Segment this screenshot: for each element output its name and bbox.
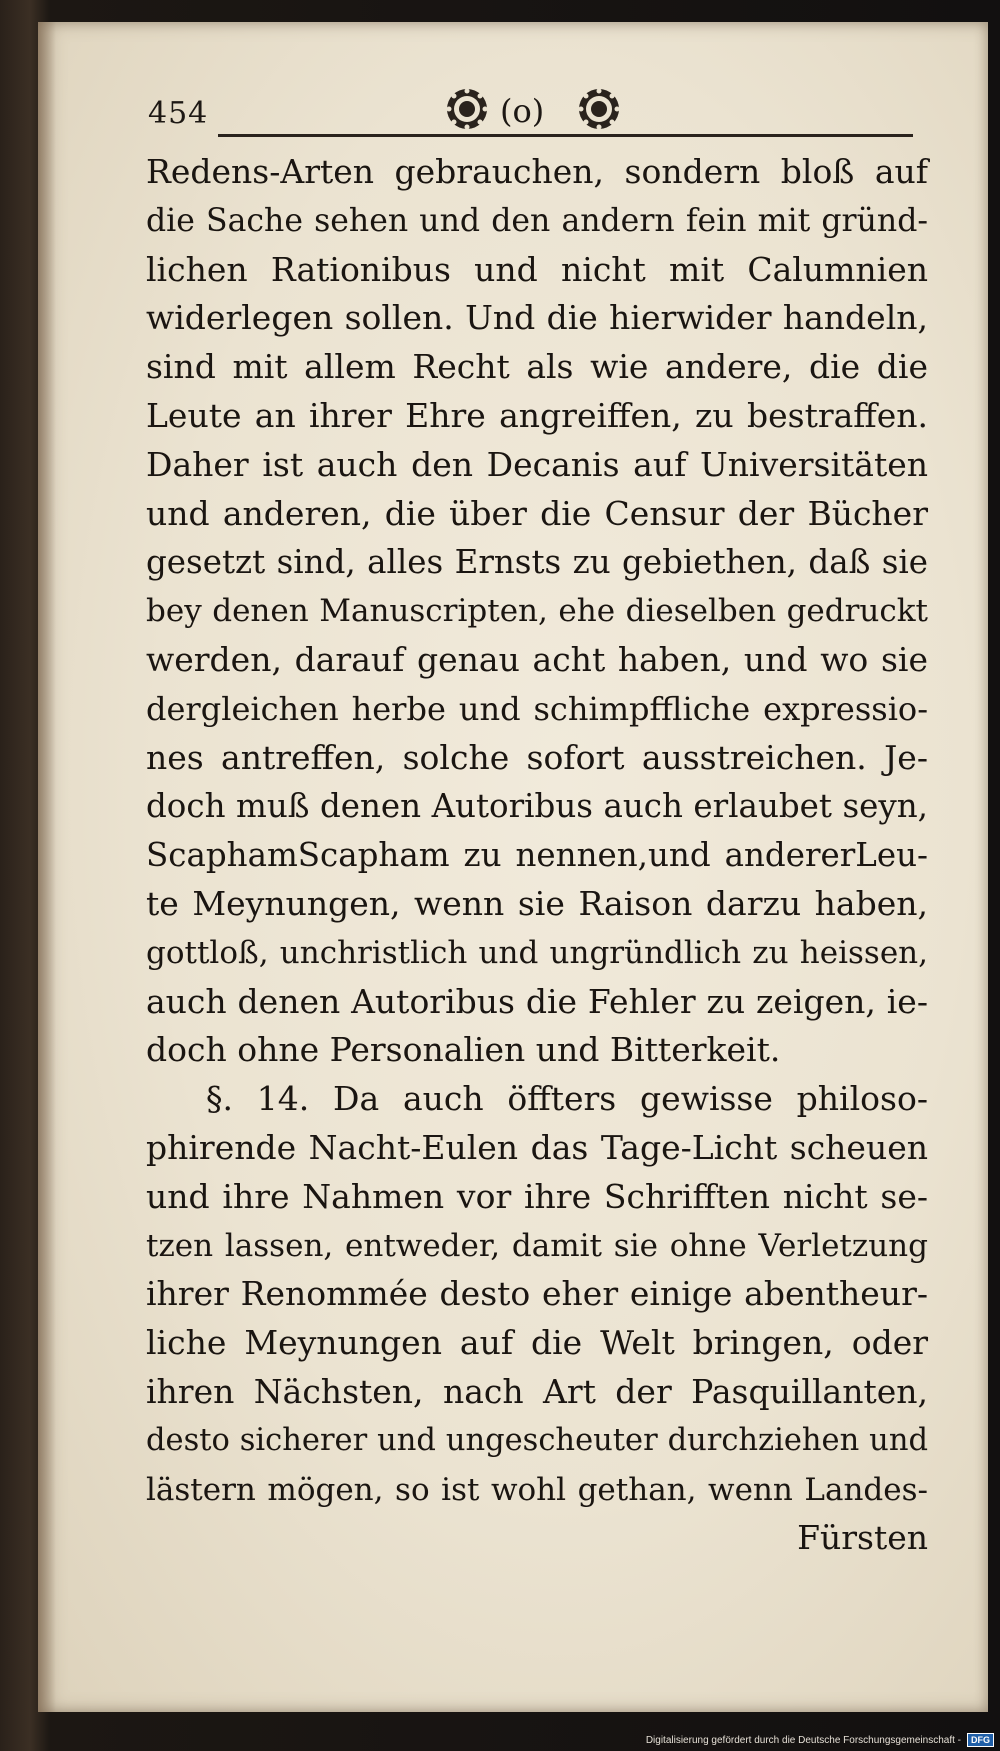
header-rule: [218, 134, 913, 137]
text-line: werden, darauf genau acht haben, und wo sie: [146, 639, 928, 679]
text-line: doch muß denen Autoribus auch erlaubet seyn,: [146, 787, 928, 826]
text-line: bey denen Manuscripten, ehe dieselben gedruckt: [146, 593, 928, 630]
text-line: phirende Nacht-Eulen das Tage-Licht scheuen: [146, 1127, 928, 1167]
text-line: gottloß, unchristlich und ungründlich zu heissen,: [146, 934, 928, 971]
text-line: liche Meynungen auf die Welt bringen, oder: [146, 1323, 928, 1363]
page-gutter-shadow: [38, 22, 56, 1712]
text-line: ScaphamScapham zu nennen,und andererLeu-: [146, 836, 928, 875]
text-line: und ihre Nahmen vor ihre Schrifften nicht se-: [146, 1176, 928, 1216]
signature-mark: (o): [500, 92, 545, 130]
digitization-footer: [646, 1733, 994, 1747]
text-line: und anderen, die über die Censur der Bücher: [146, 493, 928, 533]
text-line: ihrer Renommée desto eher einige abentheur-: [146, 1274, 928, 1314]
text-line: tzen lassen, entweder, damit sie ohne Verletzung: [146, 1227, 928, 1264]
dfg-logo: DFG: [967, 1733, 994, 1747]
text-line: die Sache sehen und den andern fein mit gründ-: [146, 202, 928, 239]
text-line: auch denen Autoribus die Fehler zu zeigen, ie-: [146, 981, 928, 1021]
text-line: widerlegen sollen. Und die hierwider handeln,: [146, 298, 928, 338]
catchword: Fürsten: [797, 1518, 928, 1558]
text-line: Leute an ihrer Ehre angreiffen, zu bestraffen.: [146, 395, 928, 435]
page-header: [148, 78, 918, 140]
text-line: Redens-Arten gebrauchen, sondern bloß auf: [146, 152, 928, 191]
text-line: lästern mögen, so ist wohl gethan, wenn Landes-: [146, 1471, 928, 1508]
text-line: Daher ist auch den Decanis auf Universitäten: [146, 444, 928, 484]
section-heading-line: §. 14. Da auch öffters gewisse philoso-: [206, 1079, 928, 1119]
text-line: desto sicherer und ungescheuter durchziehen und: [146, 1422, 928, 1458]
text-line: gesetzt sind, alles Ernsts zu gebiethen, daß sie: [146, 543, 928, 582]
funding-credit: Digitalisierung gefördert durch die Deutsche Forschungsgemeinschaft -: [645, 1734, 961, 1746]
page-number: 454: [148, 96, 209, 131]
rosette-ornament-icon: [576, 86, 622, 132]
body-text: [146, 148, 928, 1563]
text-line: dergleichen herbe und schimpffliche expressio-: [146, 689, 928, 728]
text-line: lichen Rationibus und nicht mit Calumnien: [146, 249, 928, 289]
text-line: nes antreffen, solche sofort ausstreichen. Je-: [146, 737, 928, 777]
text-line: sind mit allem Recht als wie andere, die die: [146, 347, 928, 387]
text-line: te Meynungen, wenn sie Raison darzu haben,: [146, 883, 928, 923]
text-line: ihren Nächsten, nach Art der Pasquillanten,: [146, 1371, 928, 1411]
text-line: doch ohne Personalien und Bitterkeit.: [146, 1030, 781, 1070]
rosette-ornament-icon: [444, 86, 490, 132]
